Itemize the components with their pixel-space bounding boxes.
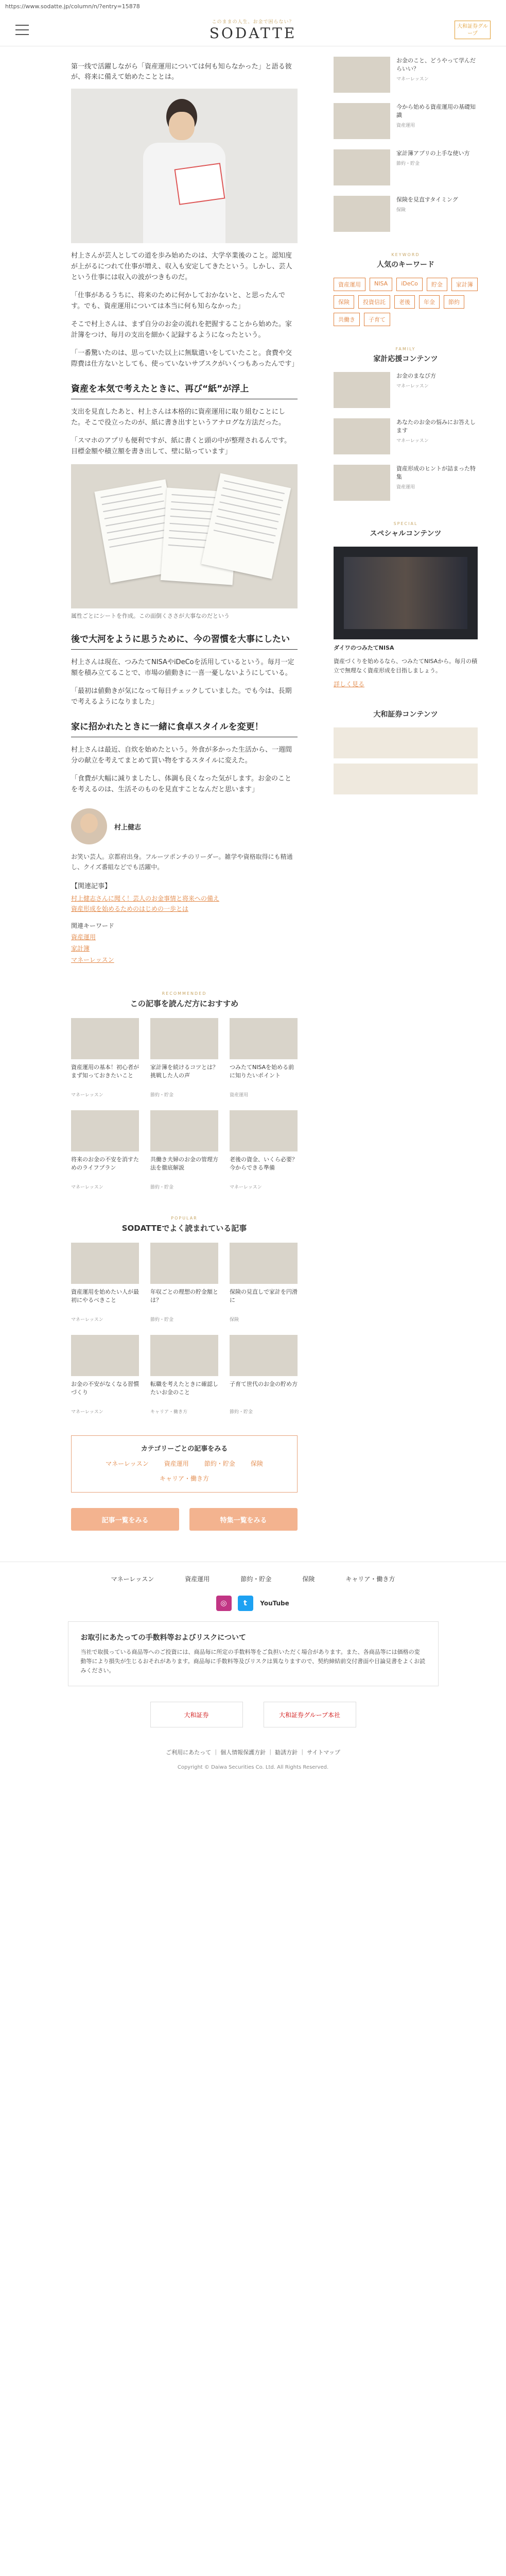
recommend-grid (71, 1018, 298, 1190)
card-title: 家計簿を続けるコツとは？挑戦した人の声 (150, 1064, 218, 1079)
section-heading: 資産を本気で考えたときに、再び“紙”が浮上 (71, 383, 298, 399)
twitter-icon[interactable]: t (238, 1596, 253, 1611)
family-title: 家計応援コンテンツ (373, 355, 438, 363)
section-heading: 後で大河をように思うために、今の習慣を大事にしたい (71, 633, 298, 650)
card-category: マネーレッスン (396, 438, 429, 444)
tag-link[interactable]: 資産運用 (71, 934, 96, 941)
keyword-tag[interactable]: 老後 (394, 295, 415, 309)
site-logo[interactable] (210, 18, 297, 42)
card-title: 転職を考えたときに確認したいお金のこと (150, 1381, 218, 1396)
card-title: 年収ごとの理想の貯金額とは？ (150, 1289, 218, 1303)
article-card[interactable] (230, 1110, 298, 1190)
related-link[interactable]: 資産形成を始めるためのはじめの一歩とは (71, 905, 189, 912)
paragraph: 「一番驚いたのは、思っていた以上に無駄遣いをしていたこと。食費や交際費は仕方ないとしても、使っていないサブスクがいくつもあったんです」 (71, 349, 299, 368)
tags-label: 関連キーワード (71, 922, 115, 929)
group-title: 大和証券コンテンツ (373, 710, 438, 719)
keyword-list (334, 278, 478, 326)
card-thumb (334, 196, 390, 232)
card-thumb (71, 1018, 139, 1059)
category-link[interactable]: マネーレッスン (106, 1460, 149, 1467)
card-title: お金のまなび方 (396, 372, 436, 379)
related-title: 【関連記事】 (71, 883, 112, 890)
card-thumb (334, 372, 390, 408)
side-article[interactable] (334, 57, 478, 93)
footer-link[interactable]: マネーレッスン (111, 1575, 154, 1583)
card-title: 資産運用の基本！初心者がまず知っておきたいこと (71, 1064, 139, 1079)
card-title: お金の不安がなくなる習慣づくり (71, 1381, 139, 1396)
tags-block (71, 920, 298, 965)
sponsor-logo[interactable]: 大和証券 (150, 1702, 243, 1727)
bottom-links[interactable]: ご利用にあたって ｜ 個人情報保護方針 ｜ 勧誘方針 ｜ サイトマップ (166, 1749, 340, 1756)
card-category: 節約・貯金 (150, 1185, 174, 1190)
card-category: 保険 (230, 1317, 239, 1323)
card-title: 資産形成のヒントが詰まった特集 (396, 465, 476, 480)
keyword-tag[interactable]: iDeCo (396, 278, 423, 291)
group-head (334, 709, 478, 719)
article-card[interactable] (71, 1335, 139, 1415)
instagram-icon[interactable]: ◎ (216, 1596, 232, 1611)
card-title: 資産運用を始めたい人が最初にやるべきこと (71, 1289, 139, 1303)
card-thumb (71, 1335, 139, 1376)
brand-name: SODATTE (209, 24, 297, 42)
sponsor-logo[interactable]: 大和証券グループ本社 (264, 1702, 356, 1727)
article-photo (71, 89, 298, 243)
footer-link[interactable]: キャリア・働き方 (345, 1575, 395, 1583)
recommend-head (71, 991, 298, 1009)
social-links (0, 1596, 506, 1611)
card-title: 保険の見直しで家計を円滑に (230, 1289, 298, 1303)
popular-small: POPULAR (171, 1216, 198, 1221)
special-title: スペシャルコンテンツ (370, 530, 442, 538)
author-block (71, 808, 298, 844)
keyword-tag[interactable]: NISA (370, 278, 392, 291)
card-thumb (334, 149, 390, 185)
article-list-button[interactable]: 記事一覧をみる (71, 1508, 179, 1531)
article-card[interactable] (150, 1018, 218, 1098)
card-thumb (230, 1243, 298, 1284)
card-category: 節約・貯金 (230, 1410, 253, 1415)
card-category: キャリア・働き方 (150, 1410, 188, 1415)
group-banner[interactable] (334, 727, 478, 758)
keyword-tag[interactable]: 保険 (334, 295, 354, 309)
side-article[interactable] (334, 465, 478, 501)
card-thumb (150, 1110, 218, 1151)
risk-notice (68, 1621, 439, 1686)
footer-menu (0, 1562, 506, 1596)
sidebar (334, 46, 478, 1531)
content-wrap (0, 46, 506, 1531)
article-main (71, 46, 298, 1531)
article-card[interactable] (71, 1018, 139, 1098)
card-title: 今から始める資産運用の基礎知識 (396, 104, 476, 118)
side-article[interactable] (334, 418, 478, 454)
card-category: 節約・貯金 (150, 1093, 174, 1098)
section-heading: 家に招かれたときに一緒に食卓スタイルを変更！ (71, 721, 298, 737)
card-category: マネーレッスン (230, 1185, 262, 1190)
card-category: 資産運用 (230, 1093, 249, 1098)
author-name: 村上健志 (114, 823, 142, 832)
card-title: 保険を見直すタイミング (396, 196, 458, 203)
card-category: マネーレッスン (71, 1410, 103, 1415)
card-thumb (334, 57, 390, 93)
card-title: 共働き夫婦のお金の管理方法を徹底解説 (150, 1156, 218, 1171)
paragraph: 村上さんは最近、自炊を始めたという。外食が多かった生活から、一週間分の献立を考えてまとめて買い物をするスタイルに変えた。 (71, 746, 292, 765)
menu-icon[interactable] (15, 25, 29, 35)
article-card[interactable] (71, 1243, 139, 1323)
footer-link[interactable]: 保険 (302, 1575, 315, 1583)
avatar (71, 808, 107, 844)
keyword-tag[interactable]: 投資信託 (358, 295, 390, 309)
special-caption: ダイワのつみたてNISA (334, 645, 394, 651)
card-thumb (150, 1335, 218, 1376)
card-title: 老後の資金、いくら必要？今からできる準備 (230, 1156, 298, 1171)
side-article[interactable] (334, 372, 478, 408)
recommend-title: この記事を読んだ方におすすめ (130, 999, 239, 1008)
special-head (334, 521, 478, 538)
card-title: つみたてNISAを始める前に知りたいポイント (230, 1064, 294, 1079)
keyword-tag[interactable]: 節約 (444, 295, 464, 309)
paragraph: 「仕事があるうちに、将来のために何かしておかないと、と思ったんです。でも、資産運用については本当に何も知らなかった」 (71, 292, 286, 310)
recommend-small: RECOMMENDED (162, 991, 207, 996)
article-card[interactable] (71, 1110, 139, 1190)
article-card[interactable] (230, 1243, 298, 1323)
category-title: カテゴリーごとの記事をみる (141, 1445, 228, 1453)
card-thumb (334, 103, 390, 139)
card-category: 資産運用 (396, 485, 415, 490)
sponsor-row (0, 1702, 506, 1727)
tag-link[interactable]: 家計簿 (71, 945, 90, 952)
card-category: マネーレッスン (396, 384, 429, 389)
paragraph: 村上さんは現在、つみたてNISAやiDeCoを活用しているという。毎月一定額を積み立てることで、市場の値動きに一喜一憂しないようにしている。 (71, 658, 294, 677)
category-link[interactable]: 保険 (250, 1460, 263, 1467)
photo-caption: 属性ごとにシートを作成。この面倒くささが大事なのだという (71, 613, 230, 619)
card-thumb (71, 1110, 139, 1151)
notice-title: お取引にあたっての手数料等およびリスクについて (80, 1634, 246, 1642)
article-card[interactable] (230, 1335, 298, 1415)
article-card[interactable] (150, 1110, 218, 1190)
card-title: あなたのお金の悩みにお答えします (396, 419, 476, 434)
paragraph: 支出を見直したあと、村上さんは本格的に資産運用に取り組むことにした。そこで役立ったのが、紙に書き出すというアナログな方法だった。 (71, 408, 286, 427)
url-bar[interactable]: https://www.sodatte.jp/column/n/?entry=15878 (0, 0, 506, 13)
tag-link[interactable]: マネーレッスン (71, 956, 114, 963)
card-category: マネーレッスン (396, 77, 429, 82)
special-link[interactable]: 詳しく見る (334, 681, 365, 688)
keyword-tag[interactable]: 資産運用 (334, 278, 365, 291)
card-category: 資産運用 (396, 123, 415, 128)
article-lead: 第一线で活躍しながら「資産運用については何も知らなかった」と語る彼が、将来に備えて始めたこととは。 (71, 63, 292, 81)
paragraph: 村上さんが芸人としての道を歩み始めたのは、大学卒業後のこと。認知度が上がるにつれて仕事が増え、収入も安定してきたという。しかし、芸人という仕事には収入の波がつきものだ。 (71, 252, 292, 281)
special-small: SPECIAL (393, 521, 418, 526)
card-thumb (150, 1018, 218, 1059)
card-category: 節約・貯金 (150, 1317, 174, 1323)
card-category: マネーレッスン (71, 1185, 103, 1190)
card-thumb (230, 1335, 298, 1376)
category-box (71, 1435, 298, 1493)
card-category: 保険 (396, 208, 406, 213)
site-header (0, 13, 506, 46)
card-title: 子育て世代のお金の貯め方 (230, 1381, 298, 1387)
youtube-icon[interactable]: YouTube (260, 1600, 289, 1607)
group-badge[interactable]: 大和証券グループ (455, 21, 491, 39)
footer-link[interactable]: 資産運用 (185, 1575, 210, 1583)
sheets-photo (71, 464, 298, 608)
popular-grid (71, 1243, 298, 1415)
side-article[interactable] (334, 149, 478, 185)
footer-link[interactable]: 節約・貯金 (240, 1575, 272, 1583)
site-tagline: このままの人生、お金で困らない？ (212, 19, 294, 25)
keyword-tag[interactable]: 年金 (419, 295, 440, 309)
popular-title: SODATTEでよく読まれている記事 (121, 1224, 247, 1233)
copyright: Copyright © Daiwa Securities Co. Ltd. All Rights Reserved. (177, 1765, 329, 1770)
group-banner[interactable] (334, 764, 478, 794)
card-thumb (334, 465, 390, 501)
card-category: マネーレッスン (71, 1093, 103, 1098)
paragraph: そこで村上さんは、まず自分のお金の流れを把握することから始めた。家計簿をつけ、毎月の支出を細かく記録するようになったという。 (71, 320, 292, 339)
category-link[interactable]: 節約・貯金 (204, 1460, 235, 1467)
family-head (334, 347, 478, 364)
card-title: お金のこと、どうやって学んだらいい？ (396, 57, 476, 72)
article-card[interactable] (230, 1018, 298, 1098)
article-card[interactable] (150, 1243, 218, 1323)
special-banner[interactable] (334, 547, 478, 639)
family-small: FAMILY (395, 347, 416, 351)
card-thumb (230, 1110, 298, 1151)
related-link[interactable]: 村上健志さんに聞く！芸人のお金事情と将来への備え (71, 895, 220, 902)
article-card[interactable] (150, 1335, 218, 1415)
notice-text: 当社で取扱っている商品等へのご投資には、商品毎に所定の手数料等をご負担いただく場合があります。また、各商品等には価格の変動等により損失が生じるおそれがあります。商品毎に手数料等及びリスクは異なりますので、契約締結前交付書面や目論見書をよくお読みください。 (80, 1649, 426, 1674)
card-title: 家計簿アプリの上手な使い方 (396, 150, 470, 157)
keyword-head (334, 252, 478, 269)
keyword-tag[interactable]: 共働き (334, 313, 360, 326)
paragraph: 「スマホのアプリも便利ですが、紙に書くと頭の中が整理されるんです。目標金額や積立額を書き出して、壁に貼っています」 (71, 437, 291, 455)
card-thumb (230, 1018, 298, 1059)
paragraph: 「最初は値動きが気になって毎日チェックしていました。でも今は、長期で考えるようになりました」 (71, 687, 292, 706)
keyword-title: 人気のキーワード (377, 261, 434, 269)
paragraph: 「食費が大幅に減りましたし、体調も良くなった気がします。お金のことを考えるのは、生活そのものを見直すことなんだと思います」 (71, 775, 291, 793)
card-category: マネーレッスン (71, 1317, 103, 1323)
card-category: 節約・貯金 (396, 161, 420, 166)
author-desc: お笑い芸人。京都府出身。フルーツポンチのリーダー。雑学や資格取得にも精通し、クイズ番組などでも活躍中。 (71, 853, 293, 871)
card-thumb (334, 418, 390, 454)
side-article[interactable] (334, 103, 478, 139)
side-article[interactable] (334, 196, 478, 232)
special-text: 資産づくりを始めるなら、つみたてNISAから。毎月の積立で無理なく資産形成を目指しましょう。 (334, 658, 478, 674)
feature-list-button[interactable]: 特集一覧をみる (189, 1508, 298, 1531)
popular-head (71, 1216, 298, 1233)
keyword-tag[interactable]: 子育て (364, 313, 390, 326)
card-thumb (71, 1243, 139, 1284)
keyword-tag[interactable]: 家計簿 (451, 278, 478, 291)
category-link[interactable]: キャリア・働き方 (159, 1475, 209, 1482)
button-row (71, 1508, 298, 1531)
keyword-small: KEYWORD (391, 252, 420, 257)
keyword-tag[interactable]: 貯金 (427, 278, 447, 291)
category-link[interactable]: 資産運用 (164, 1460, 189, 1467)
card-title: 将来のお金の不安を消すためのライフプラン (71, 1156, 139, 1171)
card-thumb (150, 1243, 218, 1284)
